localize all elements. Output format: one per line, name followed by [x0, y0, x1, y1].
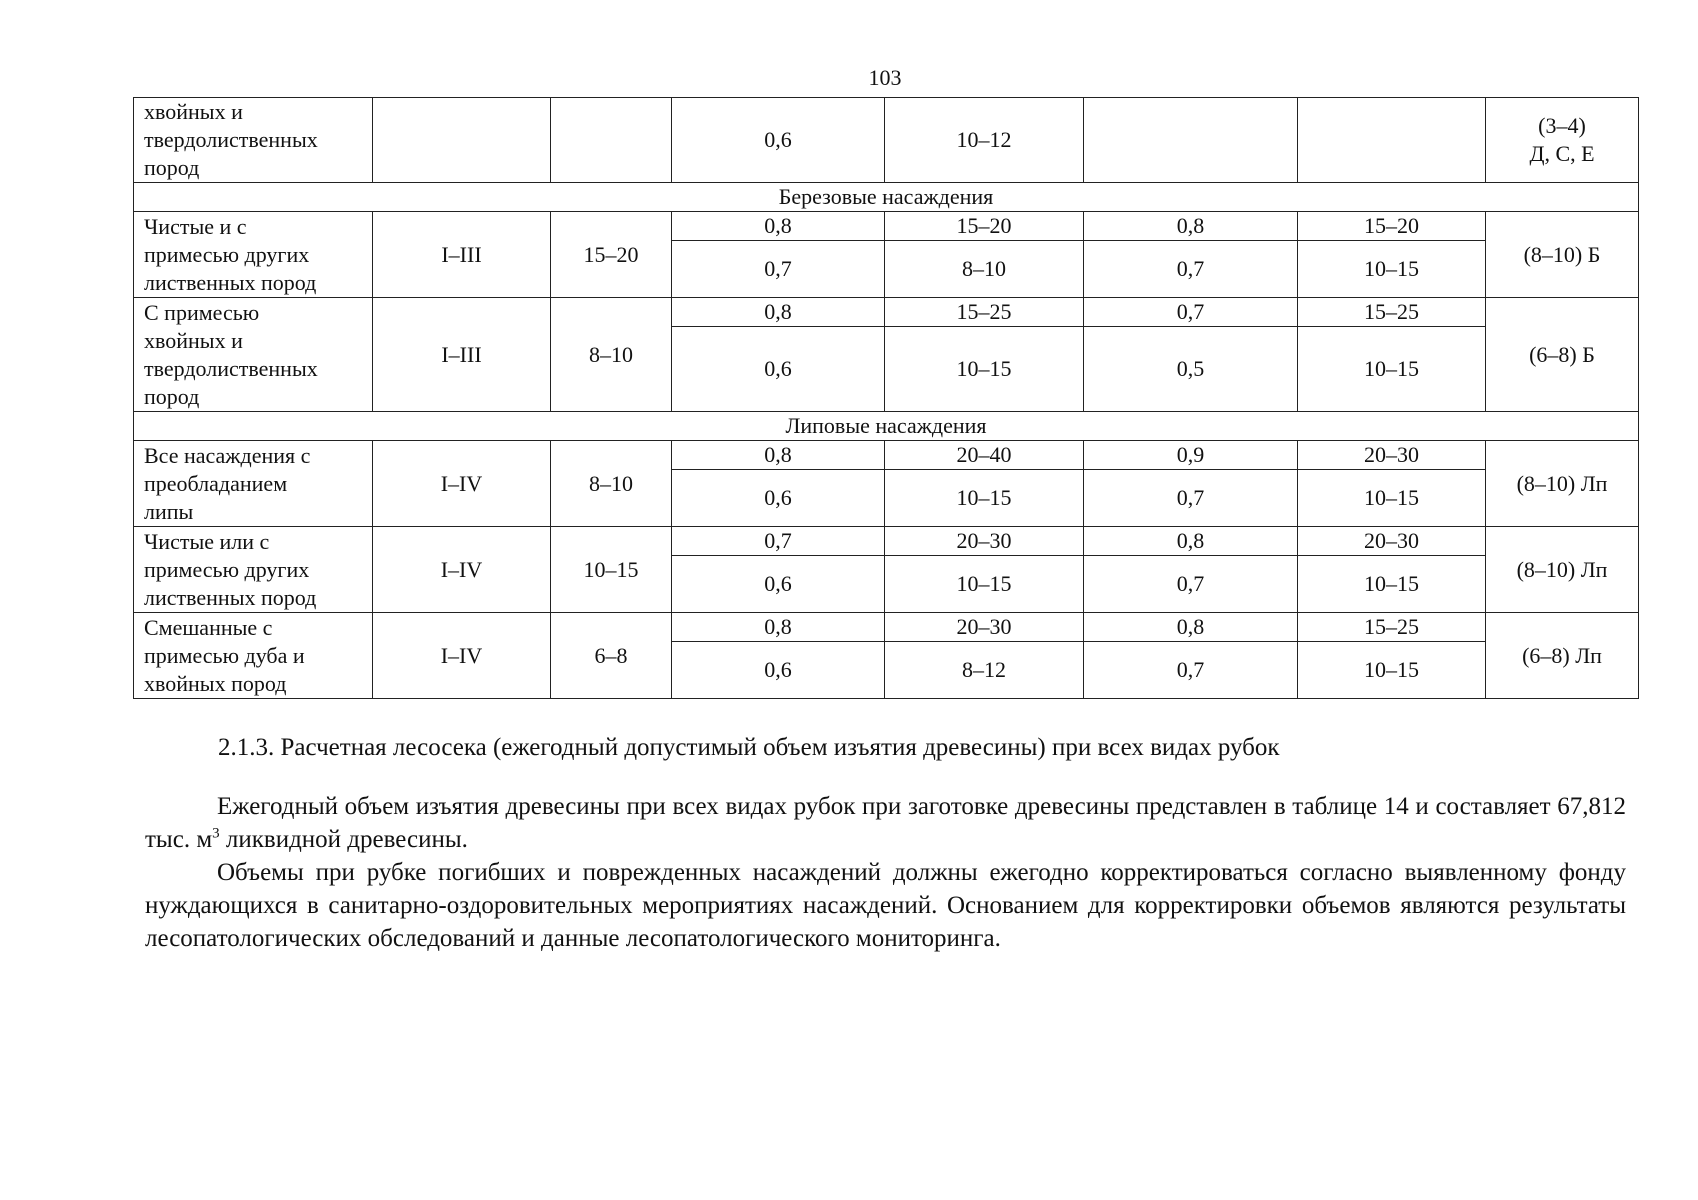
- table-cell: (6–8) Лп: [1486, 613, 1639, 699]
- table-row: [134, 613, 1639, 642]
- table-cell: [1298, 98, 1486, 183]
- table-cell: 0,8: [1084, 212, 1298, 241]
- table-cell: 0,9: [1084, 441, 1298, 470]
- page-number: 103: [868, 65, 902, 90]
- table-cell: 0,7: [1084, 298, 1298, 327]
- table-cell: 0,8: [1084, 527, 1298, 556]
- table-cell: I–IV: [373, 527, 551, 613]
- table-cell: 0,7: [1084, 241, 1298, 298]
- table-row: [134, 298, 1639, 327]
- table-cell: 10–15: [1298, 470, 1486, 527]
- table-cell: 10–12: [885, 98, 1084, 183]
- table-cell: (8–10) Б: [1486, 212, 1639, 298]
- table-cell: 0,5: [1084, 327, 1298, 412]
- table-cell: 0,7: [1084, 470, 1298, 527]
- table-cell: 0,8: [672, 441, 885, 470]
- table-cell: 8–12: [885, 642, 1084, 699]
- table-cell: I–III: [373, 212, 551, 298]
- section-header-cell: Липовые насаждения: [134, 412, 1639, 441]
- table-cell: 15–25: [1298, 298, 1486, 327]
- table-cell: 15–20: [551, 212, 672, 298]
- table-cell: 10–15: [1298, 556, 1486, 613]
- table-cell: 10–15: [885, 556, 1084, 613]
- table-cell: 15–25: [1298, 613, 1486, 642]
- table-cell: 15–20: [885, 212, 1084, 241]
- forest-table: [133, 97, 1639, 699]
- cubic-superscript: 3: [212, 825, 220, 842]
- paragraph-1-tail: ликвидной древесины.: [219, 826, 468, 853]
- table-cell: 0,6: [672, 642, 885, 699]
- table-cell: 20–30: [885, 613, 1084, 642]
- table-cell: 8–10: [551, 441, 672, 527]
- paragraph-1: [145, 790, 1626, 856]
- table-cell: 0,8: [1084, 613, 1298, 642]
- table-cell: 20–30: [1298, 441, 1486, 470]
- table-row: [134, 412, 1639, 441]
- table-cell: Все насаждения с преобладанием липы: [134, 441, 373, 527]
- table-cell: 0,6: [672, 98, 885, 183]
- paragraph-2: Объемы при рубке погибших и поврежденных насаждений должны ежегодно корректироваться согласно выявленному фонду нуждающихся в санитарно-оздоровительных мероприятиях насаждений. Основанием для корректировки объемов являются результаты лесопатологических обследований и данные лесопатологического мониторинга.: [145, 859, 1626, 952]
- table-cell: I–IV: [373, 613, 551, 699]
- table-cell: 8–10: [885, 241, 1084, 298]
- table-cell: 10–15: [1298, 241, 1486, 298]
- table-cell: 15–25: [885, 298, 1084, 327]
- table-cell: I–IV: [373, 441, 551, 527]
- table-cell: I–III: [373, 298, 551, 412]
- table-row: [134, 212, 1639, 241]
- table-cell: С примесью хвойных и твердолиственных пород: [134, 298, 373, 412]
- table-row: [134, 441, 1639, 470]
- table-cell: [1084, 98, 1298, 183]
- table-cell: 15–20: [1298, 212, 1486, 241]
- table-cell: хвойных и твердолиственных пород: [134, 98, 373, 183]
- table-cell: 0,7: [1084, 556, 1298, 613]
- table-cell: Смешанные с примесью дуба и хвойных пород: [134, 613, 373, 699]
- table-cell: 0,7: [672, 527, 885, 556]
- table-cell: Чистые и с примесью других лиственных пород: [134, 212, 373, 298]
- table-cell: 6–8: [551, 613, 672, 699]
- table-cell: 20–30: [1298, 527, 1486, 556]
- table-cell: (3–4) Д, С, Е: [1486, 98, 1639, 183]
- table-cell: (6–8) Б: [1486, 298, 1639, 412]
- table-cell: 0,6: [672, 556, 885, 613]
- section-heading: 2.1.3. Расчетная лесосека (ежегодный допустимый объем изъятия древесины) при всех видах рубок: [218, 734, 1280, 761]
- table-cell: 8–10: [551, 298, 672, 412]
- section-header-cell: Березовые насаждения: [134, 183, 1639, 212]
- body-text: [145, 790, 1626, 955]
- table-cell: 10–15: [885, 327, 1084, 412]
- table-cell: 10–15: [1298, 642, 1486, 699]
- table-cell: 0,8: [672, 613, 885, 642]
- table-cell: (8–10) Лп: [1486, 527, 1639, 613]
- table-cell: 0,6: [672, 327, 885, 412]
- table-cell: 0,6: [672, 470, 885, 527]
- table-cell: 0,7: [1084, 642, 1298, 699]
- table-cell: 10–15: [885, 470, 1084, 527]
- table-cell: 10–15: [1298, 327, 1486, 412]
- table-cell: 20–30: [885, 527, 1084, 556]
- table-cell: [551, 98, 672, 183]
- table-row: [134, 183, 1639, 212]
- table-cell: 0,8: [672, 212, 885, 241]
- table-cell: 0,7: [672, 241, 885, 298]
- table-cell: Чистые или с примесью других лиственных пород: [134, 527, 373, 613]
- table-cell: 20–40: [885, 441, 1084, 470]
- table-row: [134, 527, 1639, 556]
- table-cell: [373, 98, 551, 183]
- table-cell: 10–15: [551, 527, 672, 613]
- table-cell: 0,8: [672, 298, 885, 327]
- table-cell: (8–10) Лп: [1486, 441, 1639, 527]
- paragraph-1-text: Ежегодный объем изъятия древесины при всех видах рубок при заготовке древесины представлен в таблице 14 и составляет 67,812 тыс. м: [145, 793, 1626, 853]
